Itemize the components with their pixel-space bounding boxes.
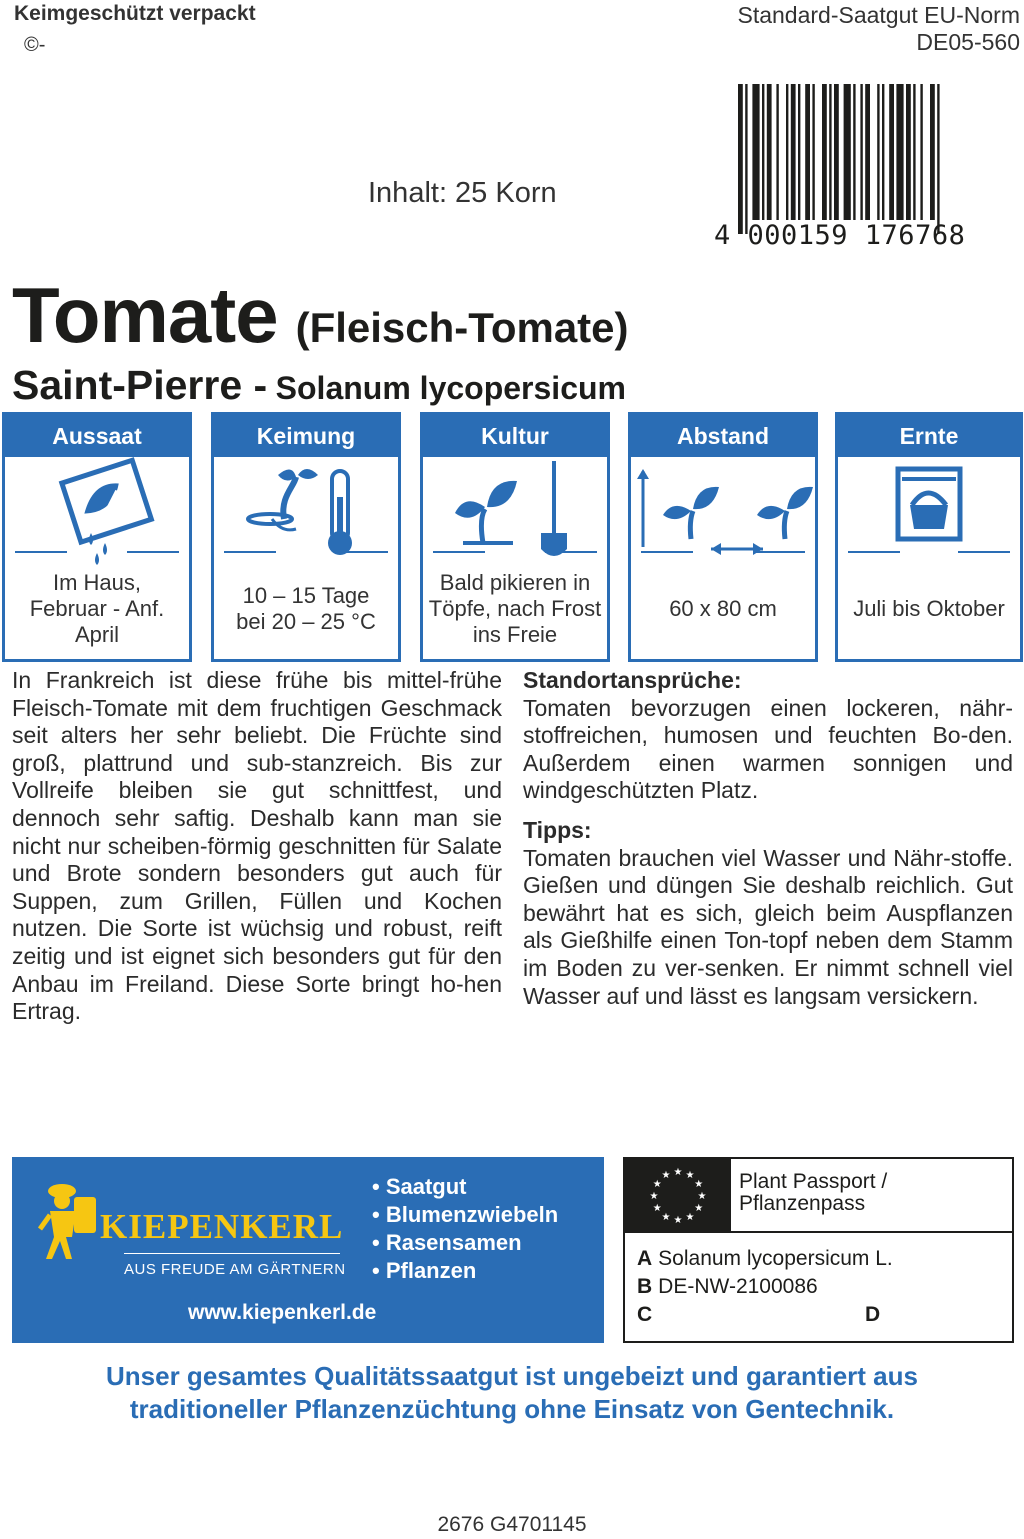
scientific-name: Solanum lycopersicum	[275, 370, 626, 406]
step-header: Ernte	[838, 415, 1020, 457]
list-item: • Rasensamen	[372, 1229, 558, 1257]
description-text: In Frankreich ist diese frühe bis mittel-frühe Fleisch-Tomate mit dem fruchtigen Geschmack seit alters her sehr beliebt. Die Früchte sind groß, plattrund und sub-stanzreich. Bis zur Vollreife bleiben sie gut schnittfest, und dennoch sehr saftig. Deshalb kann man sie nicht nur scheiben-förmig geschnitten für Salate und Brote sondern besonders gut auch für Suppen, zum Grillen, Füllen und Kochen nutzen. Die Sorte ist wüchsig und robust, reift zeitig und ist eignet sich besonders gut für den Anbau im Freiland. Diese Sorte bringt ho-hen Ertrag.	[12, 667, 502, 1025]
tips-text: Tomaten brauchen viel Wasser und Nähr-stoffe. Gießen und düngen Sie deshalb reichlich. Gut bewährt hat es sich, gleich beim Auspflanzen als Gießhilfe einen Ton-topf neben dem Stamm im Boden zu ver-senken. Er nimmt schnell viel Wasser auf und lässt es langsam versickern.	[523, 844, 1013, 1009]
product-title	[12, 270, 629, 361]
step-keimung	[211, 412, 401, 662]
step-text: Bald pikieren in Töpfe, nach Frost ins Freie	[428, 570, 602, 647]
sprout-thermometer-icon	[214, 457, 398, 577]
plant-spacing-icon	[631, 457, 815, 577]
seed-packet-icon	[5, 457, 189, 577]
step-abstand	[628, 412, 818, 662]
svg-text:★: ★	[673, 1167, 683, 1178]
tips-heading: Tipps:	[523, 816, 592, 843]
norm-text: Standard-Saatgut EU-Norm	[737, 2, 1020, 28]
passport-row-c: C	[637, 1303, 653, 1326]
location-heading: Standortansprüche:	[523, 667, 742, 693]
norm-code: DE05-560	[916, 29, 1020, 55]
product-list	[372, 1173, 558, 1285]
step-text: Im Haus, Februar - Anf. April	[29, 570, 165, 647]
svg-text:★: ★	[694, 1179, 704, 1190]
passport-row-a: A Solanum lycopersicum L.	[637, 1247, 893, 1270]
svg-text:★: ★	[685, 1211, 695, 1223]
step-text: 60 x 80 cm	[669, 596, 777, 621]
brand-url[interactable]: www.kiepenkerl.de	[188, 1301, 377, 1324]
brand-name: KIEPENKERL	[100, 1207, 344, 1246]
step-ernte	[835, 412, 1023, 662]
product-name: Tomate	[12, 271, 278, 359]
step-kultur	[420, 412, 610, 662]
list-item: • Pflanzen	[372, 1257, 558, 1285]
variety-name: Saint-Pierre -	[12, 362, 268, 408]
step-text: Juli bis Oktober	[853, 596, 1005, 621]
svg-text:★: ★	[649, 1191, 659, 1202]
svg-text:★: ★	[661, 1170, 671, 1182]
plant-passport	[623, 1157, 1014, 1343]
step-aussaat	[2, 412, 192, 662]
product-subtitle	[12, 362, 626, 409]
barcode	[714, 84, 996, 252]
kiepenkerl-figure-icon	[36, 1179, 102, 1263]
svg-text:★: ★	[673, 1215, 683, 1226]
quality-note: Unser gesamtes Qualitätssaatgut ist ungebeizt und garantiert aus traditioneller Pflanzenzüchtung ohne Einsatz von Gentechnik.	[106, 1361, 918, 1424]
plant-spade-icon	[423, 457, 607, 577]
svg-text:★: ★	[661, 1211, 671, 1223]
top-left-label	[14, 2, 256, 57]
cultivation-info	[523, 667, 1013, 1010]
step-header: Aussaat	[5, 415, 189, 457]
list-item: • Saatgut	[372, 1173, 558, 1201]
step-header: Keimung	[214, 415, 398, 457]
product-type: (Fleisch-Tomate)	[295, 304, 629, 351]
germ-protected-text: Keimgeschützt verpackt	[14, 2, 256, 25]
copyright-symbol: ©-	[24, 34, 46, 56]
svg-text:★: ★	[685, 1170, 695, 1182]
norm-info	[737, 2, 1020, 56]
harvest-basket-icon	[838, 457, 1022, 577]
svg-text:★: ★	[694, 1203, 704, 1214]
passport-row-b: B DE-NW-2100086	[637, 1275, 818, 1298]
content-amount: Inhalt: 25 Korn	[368, 177, 557, 209]
svg-text:★: ★	[652, 1203, 662, 1214]
brand-box	[12, 1157, 604, 1343]
barcode-number: 4 000159 176768	[714, 220, 966, 251]
svg-text:★: ★	[652, 1179, 662, 1190]
list-item: • Blumenzwiebeln	[372, 1201, 558, 1229]
location-text: Tomaten bevorzugen einen lockeren, nähr-stoffreichen, humosen und feuchten Bo-den. Außerdem einen warmen sonnigen und windgeschützten Platz.	[523, 694, 1013, 804]
barcode-icon	[738, 84, 996, 234]
step-text: 10 – 15 Tage bei 20 – 25 °C	[236, 583, 376, 634]
passport-title: Plant Passport / Pflanzenpass	[739, 1170, 888, 1215]
passport-row-d: D	[865, 1303, 881, 1326]
svg-text:★: ★	[697, 1191, 707, 1202]
brand-slogan: AUS FREUDE AM GÄRTNERN	[124, 1261, 346, 1278]
eu-flag-icon	[625, 1159, 731, 1231]
step-header: Kultur	[423, 415, 607, 457]
step-header: Abstand	[631, 415, 815, 457]
article-code: 2676 G4701145	[437, 1513, 587, 1536]
